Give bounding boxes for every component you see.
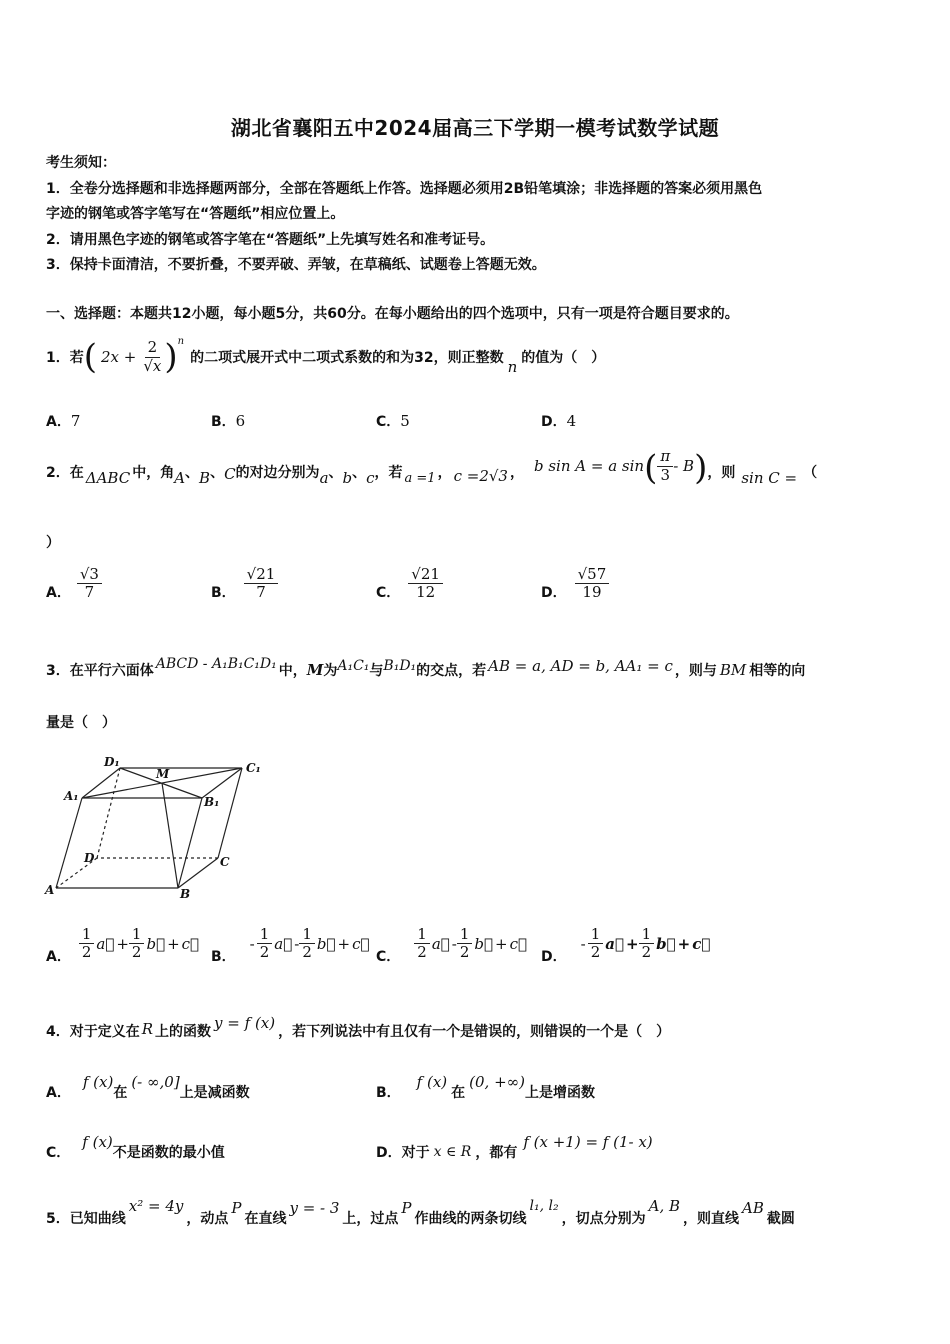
q3-line-2: 量是（ ） bbox=[46, 715, 116, 731]
q3-option-d[interactable] bbox=[541, 925, 711, 965]
vector-a: a⃗ bbox=[96, 934, 115, 953]
edge-cc1 bbox=[218, 768, 242, 858]
q1-option-c-label: C． bbox=[376, 414, 401, 430]
q5-t6: ，则直线 bbox=[683, 1211, 740, 1227]
edge-bb1 bbox=[178, 798, 202, 888]
half-fraction: $\frac{1}{2}$ bbox=[457, 926, 473, 962]
q1-option-b[interactable] bbox=[211, 411, 245, 431]
q4-option-b-t2: 上是增函数 bbox=[525, 1085, 596, 1101]
q3-option-d-sign: - bbox=[580, 934, 586, 953]
q1-option-d[interactable] bbox=[541, 411, 576, 431]
q5-t1: ，动点 bbox=[186, 1211, 229, 1227]
q4-option-d-eq: f (x +1) = f (1- x) bbox=[523, 1133, 653, 1151]
edge-bc bbox=[178, 858, 218, 888]
q5-t3: 上，过点 bbox=[342, 1211, 399, 1227]
q4-option-b-f: f (x) bbox=[416, 1073, 448, 1091]
q3-option-b-sign: - bbox=[249, 934, 255, 953]
q2-pi: π bbox=[657, 448, 673, 466]
q4-option-b-interval: (0, +∞) bbox=[469, 1073, 526, 1091]
vector-c: c⃗ bbox=[352, 934, 370, 953]
q3-option-b[interactable] bbox=[211, 925, 370, 965]
q3-m: M bbox=[306, 661, 324, 679]
right-paren-icon: ) bbox=[164, 337, 178, 377]
q5-t2: 在直线 bbox=[244, 1211, 287, 1227]
q4-prefix: 4．对于定义在 bbox=[46, 1024, 140, 1040]
q2-option-a-label: A． bbox=[46, 584, 71, 601]
q3-bm: BM bbox=[719, 661, 747, 679]
q4-t1: 上的函数 bbox=[155, 1024, 212, 1040]
q3-cond: AB = a, AD = b, AA₁ = c bbox=[488, 657, 673, 675]
q1-option-c-value: 5 bbox=[400, 412, 410, 430]
frac-den: 19 bbox=[582, 583, 602, 602]
q2-t1: 中，角 bbox=[132, 465, 175, 481]
vector-c: c⃗ bbox=[181, 934, 200, 953]
label-b: B bbox=[180, 887, 191, 901]
half-fraction: $\frac{1}{2}$ bbox=[414, 926, 430, 962]
label-d1: D₁ bbox=[104, 755, 120, 769]
q4-option-d-x: x ∈ R bbox=[433, 1144, 472, 1160]
edge-aa1 bbox=[56, 798, 82, 888]
q1-exponent: n bbox=[177, 336, 185, 347]
frac-num: √57 bbox=[575, 566, 610, 584]
label-m: M bbox=[156, 767, 170, 781]
q2-angle-a: A bbox=[174, 469, 186, 487]
q2-comma: ， bbox=[509, 465, 524, 481]
q1-option-a-label: A． bbox=[46, 414, 71, 430]
q2-three: 3 bbox=[660, 465, 671, 484]
segment-bm bbox=[162, 783, 178, 888]
notice-heading: 考生须知： bbox=[46, 155, 116, 171]
q2-option-c-frac bbox=[408, 566, 443, 602]
q1-expr: 2x + bbox=[101, 348, 137, 366]
notice-item-2: 2．请用黑色字迹的钢笔或答字笔在“答题纸”上先填写姓名和准考证号。 bbox=[46, 232, 495, 248]
q3-option-c-label: C． bbox=[376, 948, 401, 965]
q4-option-c-f: f (x) bbox=[82, 1133, 113, 1151]
q5-ab: A, B bbox=[648, 1197, 681, 1215]
q4-func: y = f (x) bbox=[214, 1014, 276, 1032]
q1-frac-num: 2 bbox=[145, 339, 161, 357]
q4-option-c-text: 不是函数的最小值 bbox=[112, 1145, 225, 1161]
q2-option-a-frac bbox=[77, 566, 102, 602]
label-a1: A₁ bbox=[64, 789, 79, 803]
q3-seg-1: A₁C₁ bbox=[337, 658, 370, 674]
q3-t2: 为 bbox=[323, 663, 338, 679]
half-fraction: $\frac{1}{2}$ bbox=[257, 926, 273, 962]
q5-curve: x² = 4y bbox=[128, 1197, 184, 1215]
frac-den: 12 bbox=[416, 583, 436, 602]
half-fraction: $\frac{1}{2}$ bbox=[299, 926, 315, 962]
q2-sep: 、 bbox=[210, 465, 225, 481]
right-paren-icon: ) bbox=[694, 448, 708, 488]
q4-option-d-label: D．对于 bbox=[376, 1145, 430, 1161]
q3-option-a-op2: + bbox=[167, 934, 180, 953]
q2-sep: 、 bbox=[328, 465, 343, 481]
q3-option-b-op2: + bbox=[337, 934, 351, 953]
q5-line: y = - 3 bbox=[289, 1199, 340, 1217]
q4-option-c[interactable] bbox=[46, 1132, 225, 1161]
frac-num: √3 bbox=[77, 566, 102, 584]
frac-den: 7 bbox=[256, 583, 266, 602]
q2-cond-2: c =2√3 bbox=[453, 467, 508, 485]
q4-option-a-interval: (- ∞,0] bbox=[131, 1073, 180, 1091]
q1-suffix: 的值为（ ） bbox=[521, 350, 606, 366]
q3-option-b-op1: - bbox=[294, 934, 300, 953]
q2-angle-c: C bbox=[224, 465, 236, 483]
q3-option-c-op2: + bbox=[495, 934, 508, 953]
q4-option-b-t1: 在 bbox=[451, 1085, 466, 1101]
q4-option-b-label: B． bbox=[376, 1085, 401, 1101]
q1-option-a-value: 7 bbox=[70, 412, 81, 430]
q2-side-a: a bbox=[319, 469, 329, 487]
q3-option-c[interactable] bbox=[376, 925, 527, 965]
frac-num: √21 bbox=[244, 566, 279, 584]
q2-option-c-label: C． bbox=[376, 584, 401, 601]
frac-den: 7 bbox=[84, 583, 95, 602]
question-5 bbox=[46, 1190, 795, 1230]
q3-solid: ABCD - A₁B₁C₁D₁ bbox=[155, 656, 277, 672]
q1-option-c[interactable] bbox=[376, 411, 410, 431]
edge-d1a1 bbox=[82, 768, 120, 798]
vector-a: a⃗ bbox=[431, 934, 450, 953]
question-2 bbox=[46, 447, 818, 494]
q5-prefix: 5．已知曲线 bbox=[46, 1211, 126, 1227]
vector-a: a⃗ bbox=[605, 934, 624, 953]
label-c: C bbox=[220, 855, 230, 869]
q2-cond-1: a =1 bbox=[404, 470, 436, 486]
question-1 bbox=[46, 336, 605, 378]
q2-option-c[interactable] bbox=[376, 566, 443, 602]
q3-option-d-op1: + bbox=[625, 934, 639, 953]
q5-ab-2: AB bbox=[742, 1199, 764, 1217]
q4-option-d-t: ，都有 bbox=[475, 1145, 518, 1161]
q2-option-d-label: D． bbox=[541, 584, 567, 601]
q5-p: P bbox=[231, 1199, 242, 1217]
q3-option-a-op1: + bbox=[116, 934, 129, 953]
q2-t4: ，则 bbox=[707, 465, 736, 481]
q4-option-b[interactable] bbox=[376, 1072, 596, 1101]
q2-equation-left: b sin A = a sin bbox=[533, 457, 645, 475]
q2-side-b: b bbox=[342, 469, 353, 487]
vector-b: b⃗ bbox=[146, 934, 166, 953]
label-c1: C₁ bbox=[246, 761, 261, 775]
q4-option-c-label: C． bbox=[46, 1145, 71, 1161]
q2-option-d[interactable] bbox=[541, 566, 609, 602]
parallelepiped-figure bbox=[42, 752, 272, 902]
q2-prefix: 2．在 bbox=[46, 465, 84, 481]
label-b1: B₁ bbox=[204, 795, 220, 809]
q2-comma: ， bbox=[437, 465, 452, 481]
q5-tangents: l₁, l₂ bbox=[529, 1198, 559, 1214]
q4-r: R bbox=[141, 1020, 154, 1038]
page-title: 湖北省襄阳五中2024届高三下学期一模考试数学试题 bbox=[230, 116, 720, 140]
q3-seg-2: B₁D₁ bbox=[383, 658, 417, 674]
left-paren-icon: ( bbox=[644, 448, 658, 488]
q2-option-b[interactable] bbox=[211, 566, 278, 602]
question-3 bbox=[46, 650, 805, 690]
q3-option-d-op2: + bbox=[677, 934, 691, 953]
q1-prefix: 1．若 bbox=[46, 350, 84, 366]
q3-t3: 与 bbox=[369, 663, 384, 679]
q4-option-a[interactable] bbox=[46, 1072, 250, 1101]
q2-close-paren: ） bbox=[46, 535, 60, 551]
q3-t4: 的交点，若 bbox=[416, 663, 487, 679]
q2-angle-b: B bbox=[199, 469, 211, 487]
q1-option-b-value: 6 bbox=[235, 412, 246, 430]
notice-item-1-line-1: 1．全卷分选择题和非选择题两部分，全部在答题纸上作答。选择题必须用2B铅笔填涂；非选择题的答案必须用黑色 bbox=[46, 181, 763, 197]
half-fraction: $\frac{1}{2}$ bbox=[639, 926, 655, 962]
q2-t3: ，若 bbox=[374, 465, 403, 481]
q5-t4: 作曲线的两条切线 bbox=[414, 1211, 527, 1227]
q1-option-b-label: B． bbox=[211, 414, 236, 430]
q3-option-c-op1: - bbox=[451, 934, 457, 953]
q5-t5: ，切点分别为 bbox=[561, 1211, 646, 1227]
q5-t7: 截圆 bbox=[766, 1211, 795, 1227]
q1-fraction bbox=[140, 339, 164, 375]
q4-t2: ，若下列说法中有且仅有一个是错误的，则错误的一个是（ ） bbox=[278, 1024, 671, 1040]
q2-pi-fraction bbox=[657, 448, 673, 484]
q3-option-a-label: A． bbox=[46, 948, 71, 965]
vector-c: c⃗ bbox=[692, 934, 711, 953]
q3-t5: ，则与 bbox=[674, 663, 717, 679]
question-4 bbox=[46, 1016, 670, 1046]
label-d: D bbox=[84, 851, 95, 865]
q3-t1: 中， bbox=[278, 663, 307, 679]
q3-option-b-label: B． bbox=[211, 948, 236, 965]
q3-prefix: 3．在平行六面体 bbox=[46, 663, 154, 679]
q2-option-b-label: B． bbox=[211, 584, 236, 601]
q3-option-a[interactable] bbox=[46, 925, 200, 965]
q2-triangle: ΔABC bbox=[85, 469, 131, 487]
vector-b: b⃗ bbox=[474, 934, 494, 953]
q2-open-paren: （ bbox=[803, 465, 818, 481]
q2-sin-c: sin C = bbox=[741, 469, 798, 487]
q4-option-a-label: A． bbox=[46, 1085, 71, 1101]
q2-side-c: c bbox=[366, 469, 375, 487]
label-a: A bbox=[45, 883, 55, 897]
left-paren-icon: ( bbox=[83, 337, 98, 377]
notice-item-3: 3．保持卡面清洁，不要折叠，不要弄破、弄皱，在草稿纸、试题卷上答题无效。 bbox=[46, 257, 546, 273]
q2-sep: 、 bbox=[352, 465, 367, 481]
q1-option-d-label: D． bbox=[541, 414, 567, 430]
edge-b1c1 bbox=[202, 768, 242, 798]
q3-t6: 相等的向 bbox=[749, 663, 806, 679]
vector-b: b⃗ bbox=[316, 934, 336, 953]
q1-var: n bbox=[507, 358, 518, 376]
half-fraction: $\frac{1}{2}$ bbox=[79, 926, 95, 962]
q4-option-a-t1: 在 bbox=[113, 1085, 128, 1101]
notice-item-1-line-2: 字迹的钢笔或答字笔写在“答题纸”相应位置上。 bbox=[46, 206, 345, 222]
q2-option-d-frac bbox=[575, 566, 610, 602]
q1-option-a[interactable] bbox=[46, 411, 80, 431]
q1-text: 的二项式展开式中二项式系数的和为32，则正整数 bbox=[190, 350, 504, 366]
q1-option-d-value: 4 bbox=[566, 412, 577, 430]
section-heading: 一、选择题：本题共12小题，每小题5分，共60分。在每小题给出的四个选项中，只有一项是符合题目要求的。 bbox=[46, 306, 739, 322]
q2-minus-b: - B bbox=[673, 457, 695, 475]
q4-option-a-f: f (x) bbox=[82, 1073, 114, 1091]
half-fraction: $\frac{1}{2}$ bbox=[588, 926, 604, 962]
q2-sep: 、 bbox=[185, 465, 200, 481]
q4-option-d[interactable] bbox=[376, 1132, 653, 1161]
q2-option-b-frac bbox=[244, 566, 279, 602]
q4-option-a-t2: 上是减函数 bbox=[179, 1085, 250, 1101]
q2-option-a[interactable] bbox=[46, 566, 102, 602]
vector-b: b⃗ bbox=[656, 934, 676, 953]
edge-dd1 bbox=[97, 768, 120, 858]
half-fraction: $\frac{1}{2}$ bbox=[129, 926, 145, 962]
q5-p-2: P bbox=[401, 1199, 412, 1217]
frac-num: √21 bbox=[408, 566, 443, 584]
vector-a: a⃗ bbox=[274, 934, 293, 953]
vector-c: c⃗ bbox=[509, 934, 527, 953]
q1-frac-den: √x bbox=[143, 356, 162, 375]
q2-t2: 的对边分别为 bbox=[235, 465, 320, 481]
q3-option-d-label: D． bbox=[541, 948, 567, 965]
